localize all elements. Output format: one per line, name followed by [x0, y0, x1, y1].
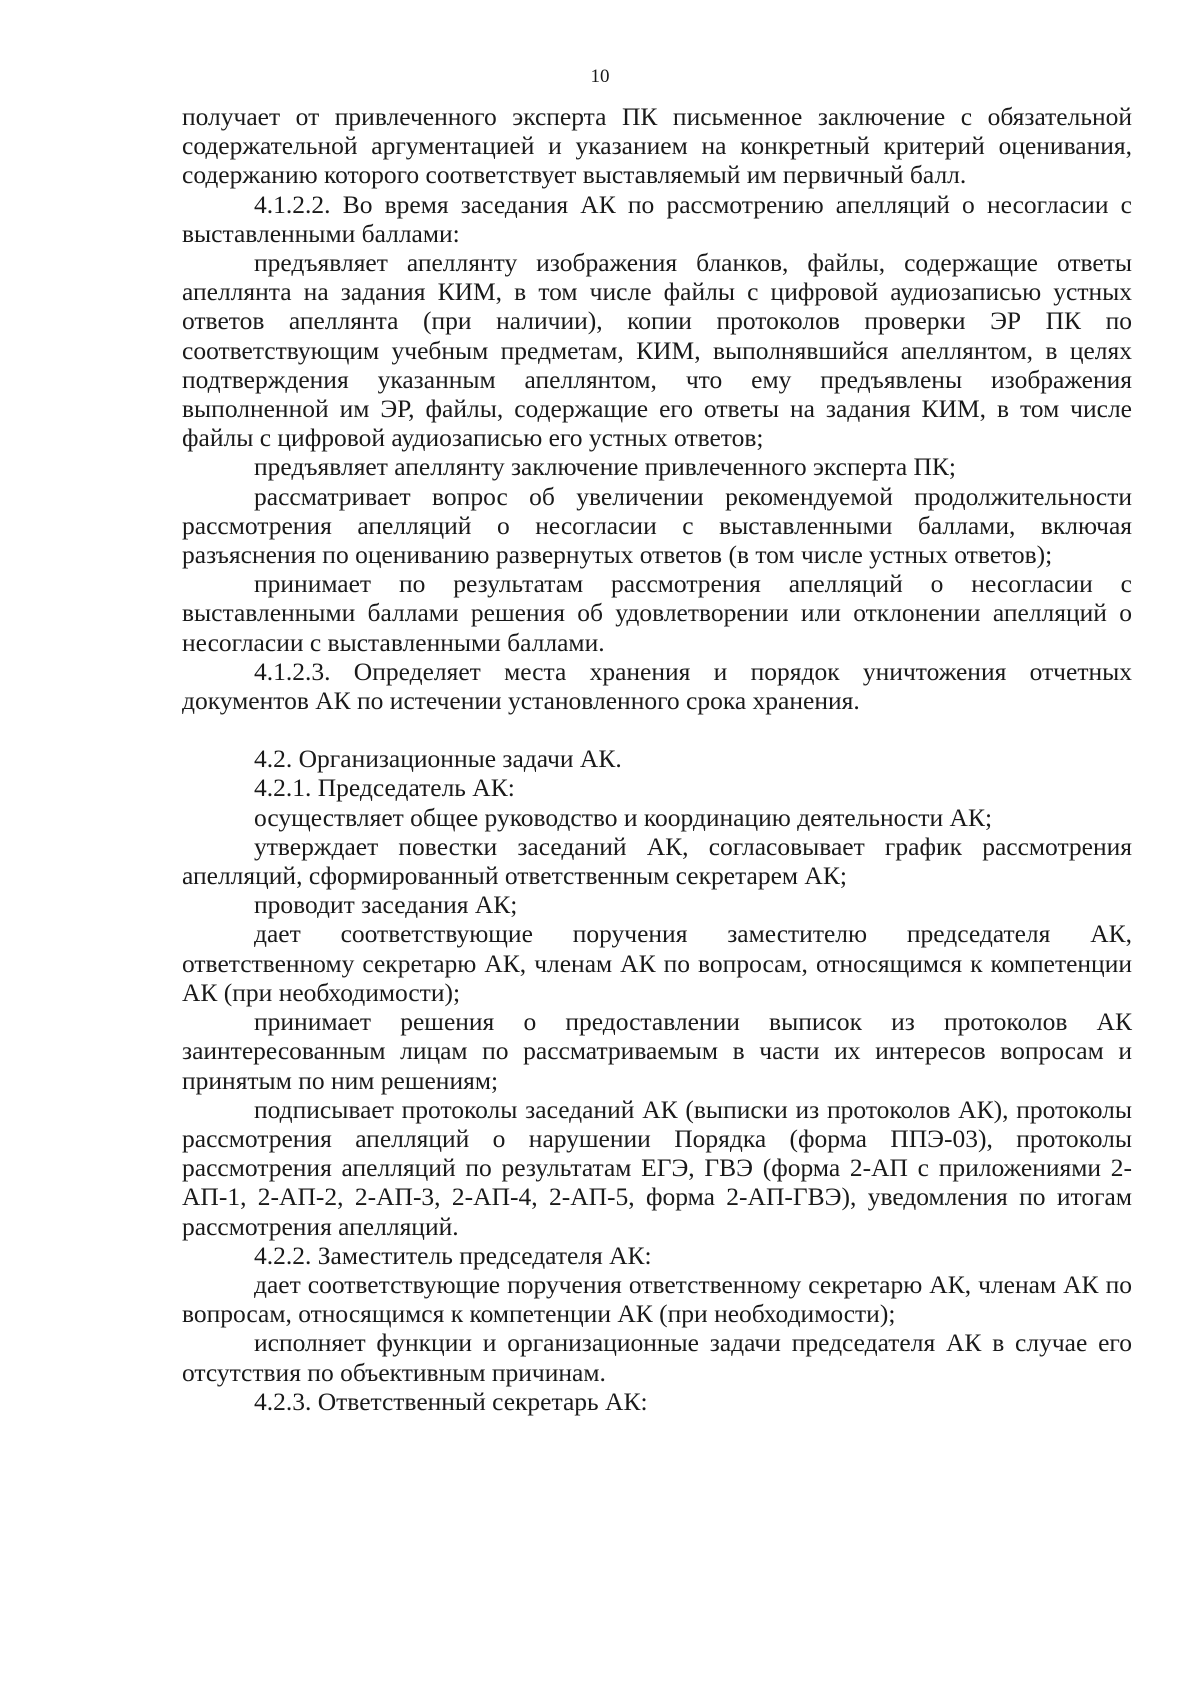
paragraph-holds-meetings: проводит заседания АК;: [254, 890, 518, 920]
paragraph-deputy-instructions: дает соответствующие поручения ответственному секретарю АК, членам АК по вопросам, относящимся к компетенции АК (при необходимости);: [182, 1269, 1132, 1329]
subsection-heading-4-2-1: 4.2.1. Председатель АК:: [254, 773, 515, 803]
paragraph-considers-duration: рассматривает вопрос об увеличении рекомендуемой продолжительности рассмотрения апелляций о несогласии с выставленными баллами, включая разъяснения по оцениванию развернутых ответов (в том числе устных ответов);: [182, 481, 1132, 570]
paragraph-signs-protocols: подписывает протоколы заседаний АК (выписки из протоколов АК), протоколы рассмотрения апелляций о нарушении Порядка (форма ППЭ-03), протоколы рассмотрения апелляций по результатам ЕГЭ, ГВЭ (форма 2-АП с приложениями 2-АП-1, 2-АП-2, 2-АП-3, 2-АП-4, 2-АП-5, форма 2-АП-ГВЭ), уведомления по итогам рассмотрения апелляций.: [182, 1094, 1132, 1241]
paragraph-continuation: получает от привлеченного эксперта ПК письменное заключение с обязательной содержательной аргументацией и указанием на конкретный критерий оценивания, содержанию которого соответствует выставляемый им первичный балл.: [182, 102, 1132, 190]
paragraph-accepts-decisions: принимает по результатам рассмотрения апелляций о несогласии с выставленными баллами решения об удовлетворении или отклонении апелляций о несогласии с выставленными баллами.: [182, 569, 1132, 657]
paragraph-gives-instructions: дает соответствующие поручения заместителю председателя АК, ответственному секретарю АК, членам АК по вопросам, относящимся к компетенции АК (при необходимости);: [182, 919, 1132, 1007]
page-number: 10: [590, 66, 610, 87]
paragraph-4-1-2-3: 4.1.2.3. Определяет места хранения и порядок уничтожения отчетных документов АК по истечении установленного срока хранения.: [182, 656, 1132, 716]
paragraph-deputy-functions: исполняет функции и организационные задачи председателя АК в случае его отсутствия по объективным причинам.: [182, 1328, 1132, 1387]
paragraph-4-1-2-2: 4.1.2.2. Во время заседания АК по рассмотрению апелляций о несогласии с выставленными баллами:: [182, 189, 1132, 248]
paragraph-presents-blanks: предъявляет апеллянту изображения бланков, файлы, содержащие ответы апеллянта на задания КИМ, в том числе файлы с цифровой аудиозаписью устных ответов апеллянта (при наличии), копии протоколов проверки ЭР ПК по соответствующим учебным предметам, КИМ, выполнявшийся апеллянтом, в целях подтверждения указанным апеллянтом, что ему предъявлены изображения выполненной им ЭР, файлы, содержащие его ответы на задания КИМ, в том числе файлы с цифровой аудиозаписью его устных ответов;: [182, 248, 1132, 453]
subsection-heading-4-2-2: 4.2.2. Заместитель председателя АК:: [254, 1240, 652, 1270]
subsection-heading-4-2-3: 4.2.3. Ответственный секретарь АК:: [254, 1386, 648, 1416]
paragraph-approves-agendas: утверждает повестки заседаний АК, согласовывает график рассмотрения апелляций, сформированный ответственным секретарем АК;: [182, 831, 1132, 891]
section-heading-4-2: 4.2. Организационные задачи АК.: [254, 744, 622, 774]
paragraph-presents-conclusion: предъявляет апеллянту заключение привлеченного эксперта ПК;: [254, 452, 957, 482]
document-body: [182, 102, 1132, 1416]
paragraph-general-management: осуществляет общее руководство и координацию деятельности АК;: [254, 802, 993, 832]
paragraph-extracts-decisions: принимает решения о предоставлении выписок из протоколов АК заинтересованным лицам по рассматриваемым в части их интересов вопросам и принятым по ним решениям;: [182, 1007, 1132, 1095]
